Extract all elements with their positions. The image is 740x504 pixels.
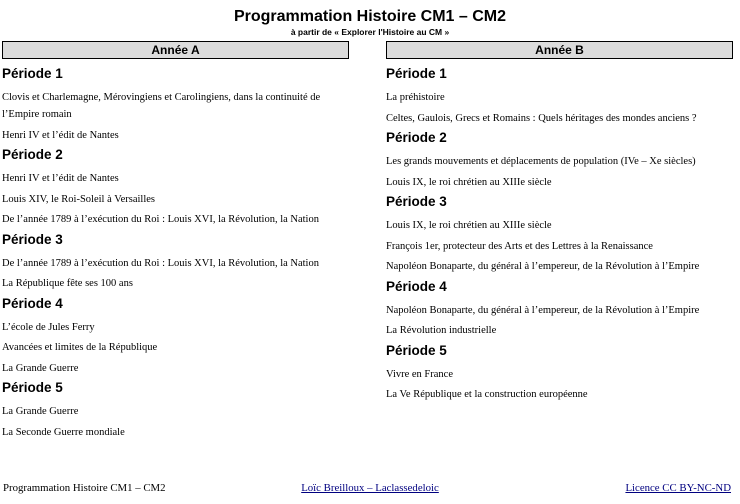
page-footer <box>0 481 740 497</box>
period-item: La Révolution industrielle <box>386 325 497 336</box>
period-item: La République fête ses 100 ans <box>2 278 133 289</box>
period-item: Henri IV et l’édit de Nantes <box>2 173 119 184</box>
period-item: Celtes, Gaulois, Grecs et Romains : Quels héritages des mondes anciens ? <box>386 112 697 124</box>
period-item: Clovis et Charlemagne, Mérovingiens et Carolingiens, dans la continuité de l’Empire romain <box>2 92 321 120</box>
period-heading: Période 3 <box>2 231 63 247</box>
page-subtitle: à partir de « Explorer l'Histoire au CM » <box>290 27 450 37</box>
period-item: L’école de Jules Ferry <box>2 321 95 333</box>
period-item: De l’année 1789 à l’exécution du Roi : Louis XVI, la Révolution, la Nation <box>2 257 319 269</box>
period-item: Les grands mouvements et déplacements de population (IVe – Xe siècles) <box>386 156 696 167</box>
period-item: La préhistoire <box>386 92 445 103</box>
period-item: Louis IX, le roi chrétien au XIIIe siècle <box>386 220 552 231</box>
period-item: Henri IV et l’édit de Nantes <box>2 129 119 141</box>
column-annee-b <box>386 59 733 444</box>
period-heading: Période 1 <box>386 66 447 81</box>
period-heading: Période 2 <box>386 130 447 145</box>
page-title: Programmation Histoire CM1 – CM2 <box>233 8 507 25</box>
period-item: François 1er, protecteur des Arts et des Lettres à la Renaissance <box>386 240 653 252</box>
content-columns <box>2 59 733 444</box>
period-item: La Grande Guerre <box>2 406 79 417</box>
period-item: Napoléon Bonaparte, du général à l’empereur, de la Révolution à l’Empire <box>386 304 700 316</box>
period-item: La Ve République et la construction européenne <box>386 389 588 400</box>
period-item: Avancées et limites de la République <box>2 342 158 353</box>
period-item: Louis XIV, le Roi-Soleil à Versailles <box>2 193 156 205</box>
period-item: La Seconde Guerre mondiale <box>2 426 125 438</box>
period-item: Vivre en France <box>386 368 454 380</box>
period-item: Napoléon Bonaparte, du général à l’empereur, de la Révolution à l’Empire <box>386 261 700 272</box>
period-heading: Période 2 <box>2 147 63 162</box>
period-item: Louis IX, le roi chrétien au XIIIe siècle <box>386 176 552 188</box>
footer-licence-link[interactable]: Licence CC BY-NC-ND <box>625 482 731 494</box>
period-heading: Période 1 <box>2 66 63 81</box>
period-heading: Période 3 <box>386 194 447 209</box>
period-heading: Période 4 <box>2 295 63 311</box>
footer-author-link[interactable]: Loïc Breilloux – Laclassedeloic <box>301 482 439 494</box>
period-heading: Période 5 <box>386 342 447 358</box>
period-heading: Période 4 <box>386 278 447 294</box>
column-header-annee-b: Année B <box>386 41 733 59</box>
period-item: La Grande Guerre <box>2 362 79 374</box>
period-item: De l’année 1789 à l’exécution du Roi : Louis XVI, la Révolution, la Nation <box>2 214 319 225</box>
column-header-annee-a: Année A <box>2 41 349 59</box>
column-headers-row <box>2 41 733 59</box>
period-heading: Période 5 <box>2 380 63 395</box>
column-annee-a <box>2 59 349 444</box>
footer-document-title: Programmation Histoire CM1 – CM2 <box>3 482 166 494</box>
